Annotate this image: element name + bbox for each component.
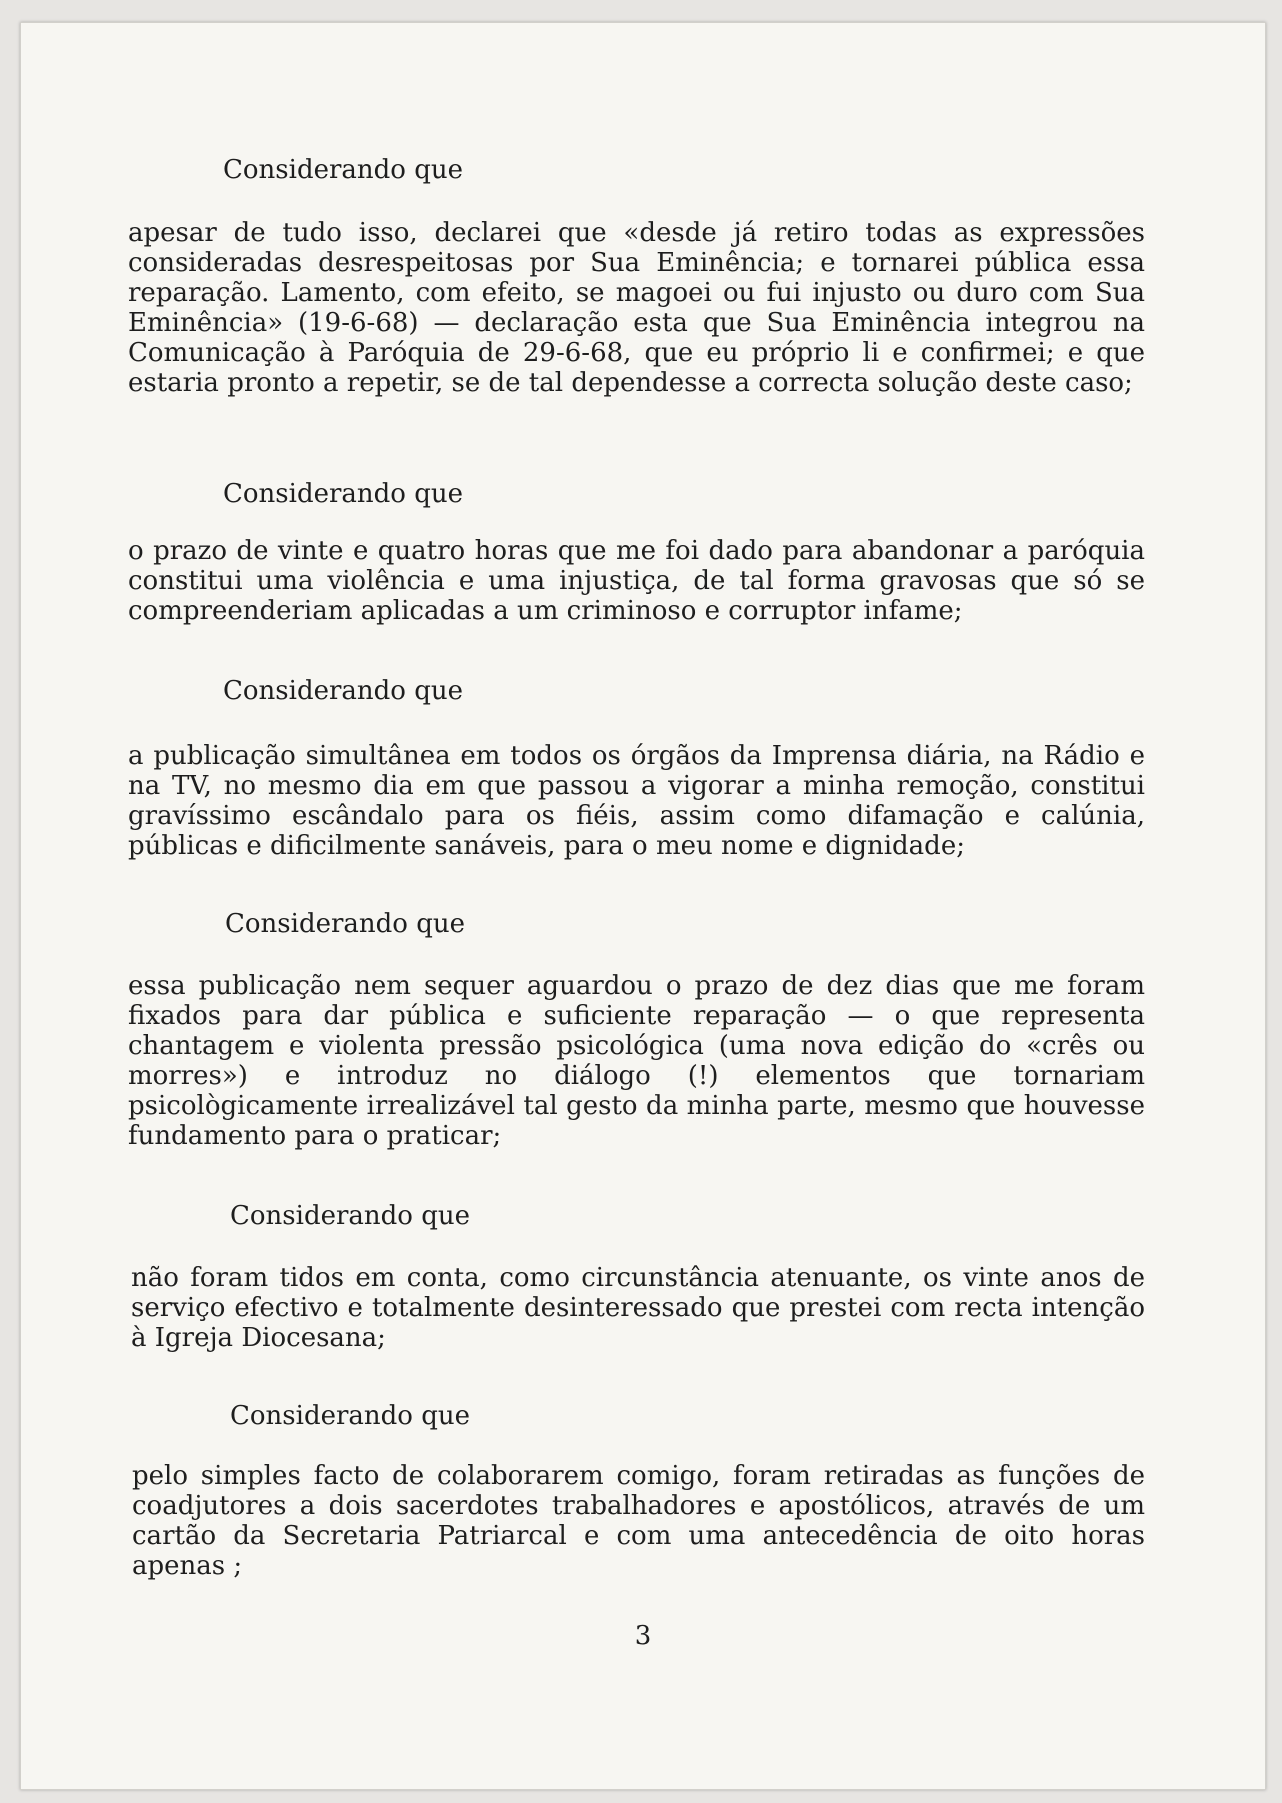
section-text-1: apesar de tudo isso, declarei que «desde já retiro todas as expressões consideradas desrespeitosas por Sua Eminência; e tornarei pública essa reparação. Lamento, com efeito, se magoei ou fui injusto ou duro com Sua Eminência» (19-6-68) — declaração esta que Sua Eminência integrou na Comunicação à Paróquia de 29-6-68, que eu próprio li e confirmei; e que estaria pronto a repetir, se de tal dependesse a correcta solução deste caso; [128, 218, 1145, 398]
section-text-6: pelo simples facto de colaborarem comigo, foram retiradas as funções de coadjutores a dois sacerdotes trabalhadores e apostólicos, através de um cartão da Secretaria Patriarcal e com uma antecedência de oito horas apenas ; [132, 1461, 1145, 1581]
section-heading-5: Considerando que [230, 1201, 470, 1231]
section-heading-1: Considerando que [223, 155, 463, 185]
section-heading-4: Considerando que [225, 909, 465, 939]
section-text-3: a publicação simultânea em todos os órgãos da Imprensa diária, na Rádio e na TV, no mesmo dia em que passou a vigorar a minha remoção, constitui gravíssimo escândalo para os fiéis, assim como difamação e calúnia, públicas e dificilmente sanáveis, para o meu nome e dignidade; [128, 741, 1145, 861]
section-text-4: essa publicação nem sequer aguardou o prazo de dez dias que me foram fixados para dar pública e suficiente reparação — o que representa chantagem e violenta pressão psicológica (uma nova edição do «crês ou morres») e introduz no diálogo (!) elementos que tornariam psicològicamente irrealizável tal gesto da minha parte, mesmo que houvesse fundamento para o praticar; [128, 971, 1145, 1151]
section-heading-6: Considerando que [230, 1401, 470, 1431]
section-heading-2: Considerando que [223, 479, 463, 509]
section-text-5: não foram tidos em conta, como circunstância atenuante, os vinte anos de serviço efectivo e totalmente desinteressado que prestei com recta intenção à Igreja Diocesana; [131, 1263, 1145, 1353]
section-text-2: o prazo de vinte e quatro horas que me foi dado para abandonar a paróquia constitui uma violência e uma injustiça, de tal forma gravosas que só se compreenderiam aplicadas a um criminoso e corruptor infame; [128, 536, 1145, 626]
document-page [20, 22, 1266, 1790]
page-number: 3 [634, 1621, 652, 1651]
section-heading-3: Considerando que [223, 676, 463, 706]
